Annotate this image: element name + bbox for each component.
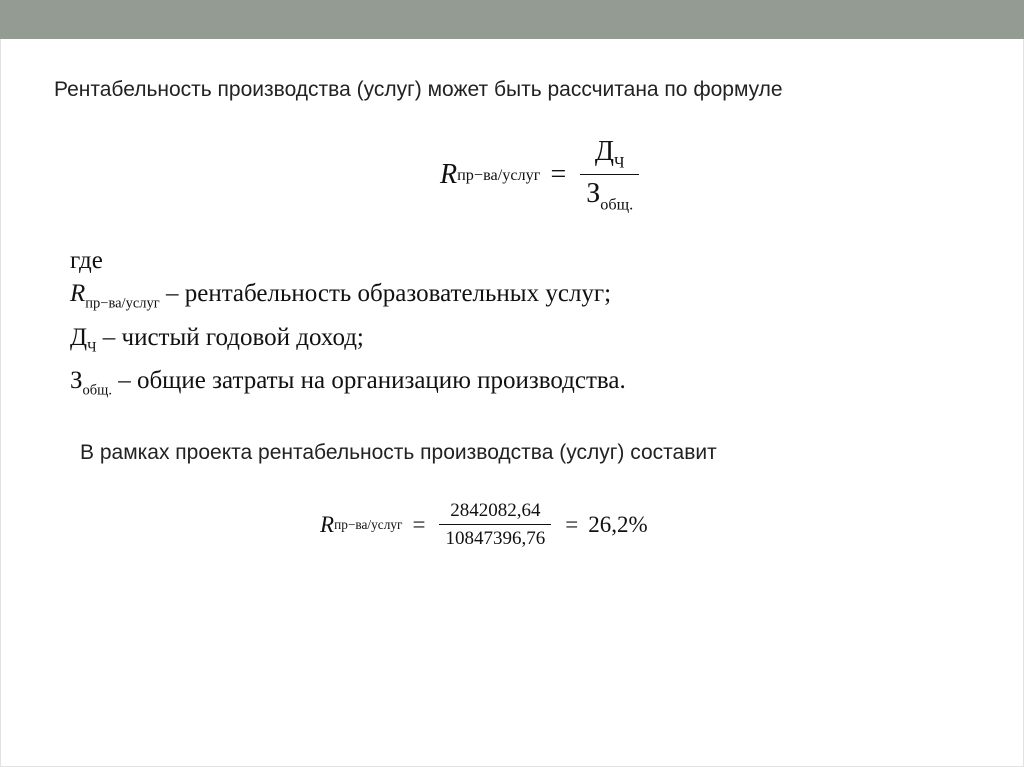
result-fraction bbox=[439, 500, 551, 550]
legend-subscript: Ч bbox=[87, 339, 97, 356]
intro-text: Рентабельность производства (услуг) может быть рассчитана по формуле bbox=[54, 78, 783, 101]
legend-symbol: Д bbox=[70, 323, 88, 351]
formula-numerator bbox=[589, 136, 631, 174]
formula-legend bbox=[70, 244, 626, 408]
outro-text: В рамках проекта рентабельность производства (услуг) составит bbox=[80, 441, 717, 464]
legend-item-costs bbox=[70, 364, 626, 408]
numerator-subscript: Ч bbox=[613, 153, 625, 172]
numerator-symbol: Д bbox=[594, 136, 614, 167]
slide-header-bar bbox=[0, 0, 1024, 39]
legend-text: – рентабельность образовательных услуг; bbox=[159, 280, 612, 307]
legend-item-income bbox=[70, 321, 626, 365]
result-formula bbox=[320, 500, 648, 550]
result-value: 26,2% bbox=[588, 512, 648, 537]
general-formula bbox=[440, 136, 643, 215]
legend-symbol: З bbox=[70, 367, 83, 395]
formula-fraction bbox=[580, 136, 639, 215]
denominator-symbol: З bbox=[586, 178, 601, 210]
legend-item-profitability bbox=[70, 277, 626, 321]
result-symbol-subscript: пр−ва/услуг bbox=[334, 517, 403, 532]
formula-symbol-subscript: пр−ва/услуг bbox=[457, 165, 541, 184]
result-equals-2: = bbox=[565, 512, 579, 537]
legend-where: где bbox=[70, 247, 103, 274]
formula-denominator bbox=[580, 174, 639, 214]
formula-symbol: R bbox=[440, 159, 458, 191]
legend-subscript: общ. bbox=[82, 382, 112, 399]
legend-text: – чистый годовой доход; bbox=[96, 323, 364, 351]
result-numerator: 2842082,64 bbox=[450, 500, 541, 521]
result-symbol: R bbox=[320, 512, 335, 537]
result-denominator: 10847396,76 bbox=[439, 524, 551, 550]
legend-subscript: пр−ва/услуг bbox=[85, 295, 160, 312]
formula-equals: = bbox=[550, 159, 567, 191]
result-equals: = bbox=[412, 512, 426, 537]
legend-symbol: R bbox=[70, 280, 86, 307]
denominator-subscript: общ. bbox=[600, 195, 634, 214]
legend-text: – общие затраты на организацию производства. bbox=[111, 367, 626, 395]
